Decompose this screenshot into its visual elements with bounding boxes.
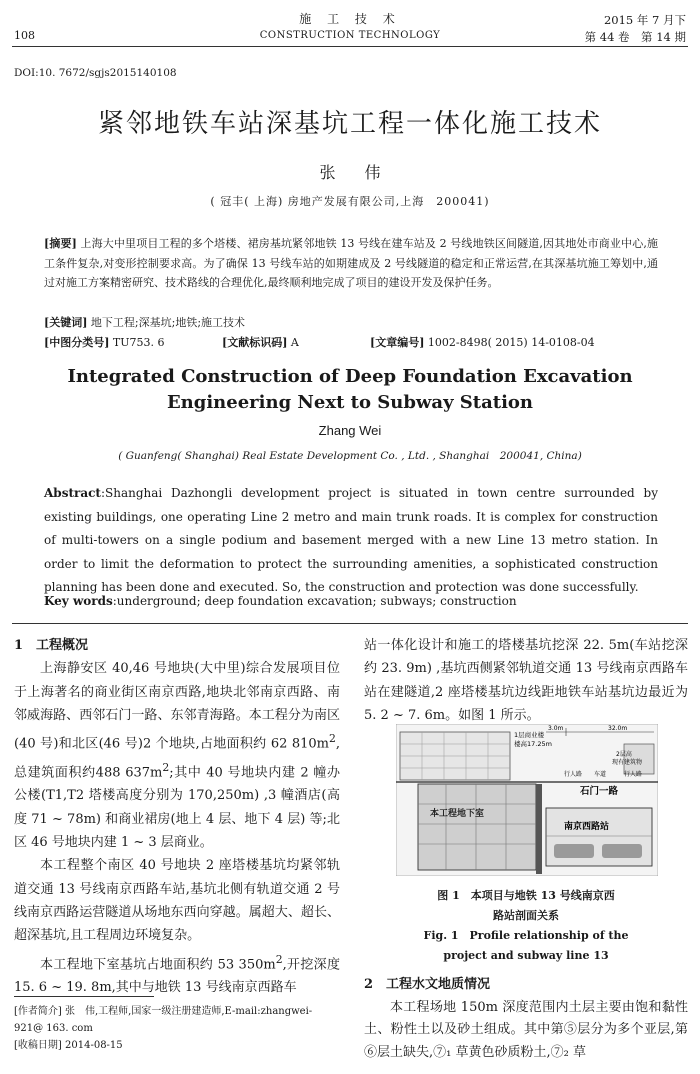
fig-label-10: 石门一路	[580, 786, 619, 797]
section1-para2: 本工程整个南区 40 号地块 2 座塔楼基坑均紧邻轨道交通 13 号线南京西路车站,基坑北侧有轨道交通 2 号线南京西路运营隧道从场地东西向穿越。属超大、超长、超深基坑,且工程周边环境复杂。	[14, 858, 340, 944]
keywords-cn	[44, 313, 658, 333]
fig-label-4: 32.0m	[608, 725, 628, 732]
affiliation-cn: ( 冠丰( 上海) 房地产发展有限公司,上海 200041)	[210, 195, 490, 208]
abstract-en	[44, 482, 658, 600]
fig-label-9: 行人路	[624, 771, 643, 778]
author-en: Zhang Wei	[318, 423, 382, 438]
page-number: 108	[14, 29, 35, 42]
abstract-en-text: :Shanghai Dazhongli development project is situated in town centre surrounded by existing buildings, one operating Line 2 metro and main trunk roads. It is complex for construction of multi-towers on a single podium and basement merged with a new Line 13 metro station. In order to limit the deformation to protect the surrounding amenities, a sophisticated construction planning has been done and executed. So, the construction and protection was done successfully.	[44, 486, 658, 594]
abstract-cn-label: [摘要]	[44, 237, 77, 250]
keywords-en-label: Key words	[44, 594, 113, 608]
keywords-cn-text: 地下工程;深基坑;地铁;施工技术	[90, 316, 246, 329]
caption-cn-line1: 图 1 本项目与地铁 13 号线南京西	[437, 889, 615, 902]
fig-label-1: 1层商业楼	[514, 731, 545, 739]
footnote	[14, 1003, 340, 1054]
figure-1-profile-drawing	[396, 724, 658, 876]
keywords-en-text: :underground; deep foundation excavation; subways; construction	[112, 594, 517, 608]
section2	[364, 974, 688, 1064]
figure-1	[396, 724, 658, 876]
title-cn: 紧邻地铁车站深基坑工程一体化施工技术	[97, 109, 602, 139]
clc-code: [中图分类号] TU753. 6	[44, 336, 165, 349]
title-en-line2: Engineering Next to Subway Station	[166, 392, 534, 413]
journal-header	[230, 12, 470, 43]
fig-label-5: 2层高	[616, 751, 632, 758]
section1-heading: 1 工程概况	[14, 638, 89, 653]
title-en	[0, 364, 700, 416]
section1-para1: 上海静安区 40,46 号地块(大中里)综合发展项目位于上海著名的商业街区南京西路,地块北邻南京西路、南邻威海路、西邻石门一路、东邻青海路。本工程分为南区(40 号)和北区(46 号)2 个地块,占地面积约 62 $810m^2$,总建筑面积约488 $637m^2$;其中 40 号地块内建 2 幢办公楼(T1,T2 塔楼高度分别为 170,250m) ,3 幢酒店(高度 71 ~ 78m) 和商业裙房(地上 4 层、地下 4 层) 等;北区 46 号地块内建 1 ~ 3 层商业。	[14, 661, 340, 851]
fig-label-6: 现有建筑物	[612, 759, 643, 766]
issue-volume: 第 44 卷 第 14 期	[584, 30, 686, 44]
keywords-cn-label: [关键词]	[44, 316, 88, 329]
right-column	[364, 634, 688, 727]
figure-1-caption	[364, 886, 688, 966]
author-cn: 张 伟	[319, 163, 393, 182]
fig-label-7: 行人路	[564, 771, 583, 778]
section2-para: 本工程场地 150m 深度范围内土层主要由饱和黏性土、粉性土以及砂土组成。其中第⑤层分为多个亚层,第⑥层土缺失,⑦₁ 草黄色砂质粉土,⑦₂ 草	[364, 999, 688, 1060]
header-rule	[12, 46, 688, 47]
caption-en-line2: project and subway line 13	[443, 949, 609, 962]
abstract-cn	[44, 234, 658, 293]
fig-label-8: 车道	[594, 771, 607, 778]
section1-para3: 本工程地下室基坑占地面积约 53 $350m^2$,开挖深度 15. 6 ~ 19. 8m,其中与地铁 13 号线南京西路车	[14, 952, 340, 996]
issue-date: 2015 年 7 月下	[603, 13, 686, 27]
column-rule	[12, 623, 688, 624]
fig-label-2: 楼高17.25m	[514, 740, 552, 748]
author-bio: [作者简介] 张 伟,工程师,国家一级注册建造师,E-mail:zhangwei-921@ 163. com	[14, 1006, 313, 1034]
fig-label-11: 本工程地下室	[430, 809, 485, 819]
fig-label-12: 南京西路站	[564, 822, 610, 832]
title-en-line1: Integrated Construction of Deep Foundation Excavation	[67, 366, 633, 387]
abstract-en-label: Abstract	[44, 486, 101, 500]
right-column-para: 站一体化设计和施工的塔楼基坑挖深 22. 5m(车站挖深约 23. 9m) ,基坑西侧紧邻轨道交通 13 号线南京西路车站在建隧道,2 座塔楼基坑边线距地铁车站基坑边最近为 5. 2 ~ 7. 6m。如图 1 所示。	[364, 638, 688, 723]
keywords-en	[44, 594, 658, 608]
doc-code: [文献标识码] A	[222, 336, 299, 349]
doi: DOI:10. 7672/sgjs2015140108	[14, 67, 177, 79]
left-column	[14, 634, 340, 999]
fig-label-3: 3.0m	[548, 725, 564, 732]
abstract-cn-text: 上海大中里项目工程的多个塔楼、裙房基坑紧邻地铁 13 号线在建车站及 2 号线地铁区间隧道,因其地处市商业中心,施工条件复杂,对变形控制要求高。为了确保 13 号线车站的如期建成及 2 号线隧道的稳定和正常运营,在其深基坑施工筹划中,通过对施工方案精密研究、技术路线的合理优化,最终顺利地完成了项目的建设开发及保护任务。	[44, 237, 658, 290]
received-date: [收稿日期] 2014-08-15	[14, 1040, 123, 1051]
caption-en-line1: Fig. 1 Profile relationship of the	[423, 929, 629, 942]
affiliation-en: ( Guanfeng( Shanghai) Real Estate Development Co. , Ltd. , Shanghai 200041, China)	[118, 450, 582, 462]
section2-heading: 2 工程水文地质情况	[364, 977, 491, 992]
article-number: [文章编号] 1002-8498( 2015) 14-0108-04	[370, 336, 595, 349]
journal-name-en: CONSTRUCTION TECHNOLOGY	[259, 30, 441, 41]
footnote-rule	[14, 996, 154, 997]
caption-cn-line2: 路站剖面关系	[493, 909, 559, 922]
journal-name-cn: 施 工 技 术	[299, 12, 401, 26]
issue-info	[585, 12, 686, 46]
